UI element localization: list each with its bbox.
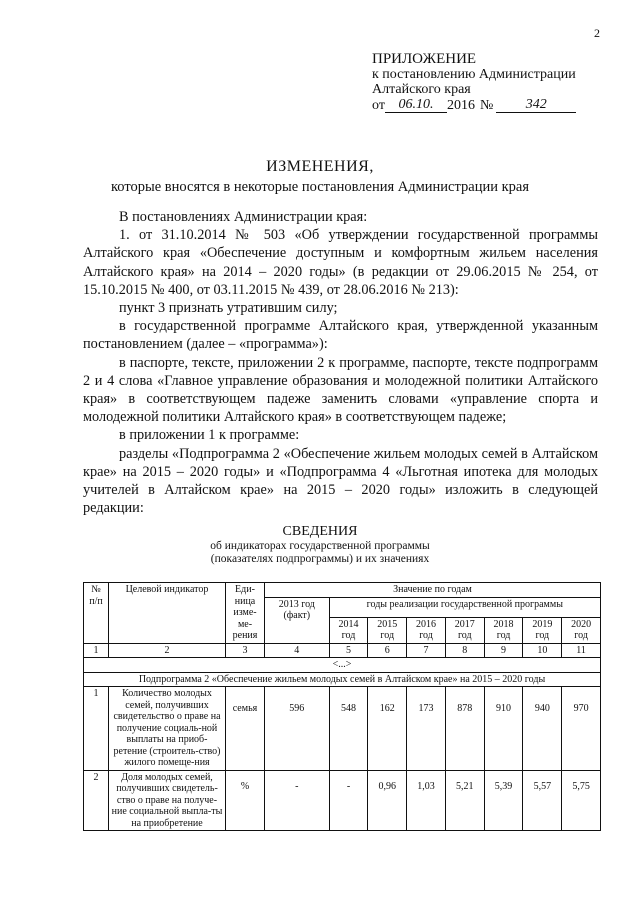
column-number: 2	[109, 643, 226, 658]
table-row	[84, 770, 601, 831]
svedenia-heading	[0, 524, 640, 566]
appendix-block	[372, 52, 602, 113]
row-value: 0,96	[368, 770, 407, 831]
date-year: 2016	[446, 98, 475, 113]
row-indicator: Доля молодых семей, получивших свидетель-ство о праве на получе-ние социальной выпла-ты на приобретение	[109, 770, 226, 831]
row-value: 970	[562, 687, 601, 771]
column-number-row	[84, 643, 601, 658]
header-year: 2019 год	[523, 617, 562, 643]
section-title: Подпрограмма 2 «Обеспечение жильем молодых семей в Алтайском крае» на 2015 – 2020 годы	[84, 672, 601, 687]
paragraph: разделы «Подпрограмма 2 «Обеспечение жильем молодых семей в Алтайском крае» на 2015 – 2020 годы» и «Подпрограмма 4 «Льготная ипотека для молодых учителей в Алтайском крае» на 2015 – 2020 годы» изложить в следующей редакции:	[83, 445, 598, 517]
appendix-title: ПРИЛОЖЕНИЕ	[372, 51, 477, 67]
paragraph: В постановлениях Администрации края:	[119, 209, 368, 225]
ellipsis: <...>	[84, 658, 601, 673]
row-value: 5,21	[445, 770, 484, 831]
header-program-years: годы реализации государственной программы	[329, 597, 600, 617]
row-value: 5,39	[484, 770, 523, 831]
header-num: № п/п	[84, 583, 109, 644]
row-value: 5,57	[523, 770, 562, 831]
document-subtitle: которые вносятся в некоторые постановления Администрации края	[110, 179, 529, 195]
paragraph: в паспорте, тексте, приложении 2 к программе, паспорте, тексте подпрограмм 2 и 4 слова «Главное управление образования и молодежной политики Алтайского края» в соответствующем падеже заменить словами «управление спорта и молодежной политики Алтайского края» в соответствующем падеже;	[83, 354, 598, 426]
appendix-date-line	[372, 97, 602, 113]
header-values: Значение по годам	[265, 583, 601, 598]
title-block	[0, 158, 640, 196]
column-number: 6	[368, 643, 407, 658]
header-year: 2014 год	[329, 617, 368, 643]
row-value: -	[329, 770, 368, 831]
header-year: 2020 год	[562, 617, 601, 643]
row-value: 596	[265, 687, 330, 771]
column-number: 9	[484, 643, 523, 658]
decree-number: 342	[496, 97, 576, 113]
row-value: 940	[523, 687, 562, 771]
svedenia-title: СВЕДЕНИЯ	[282, 524, 358, 539]
section-row	[84, 672, 601, 687]
table-header-row	[84, 583, 601, 598]
column-number: 8	[445, 643, 484, 658]
row-unit: %	[226, 770, 265, 831]
row-value: 162	[368, 687, 407, 771]
page-number: 2	[594, 26, 600, 40]
header-base-year: 2013 год (факт)	[265, 597, 330, 643]
row-num: 1	[84, 687, 109, 771]
row-value: 910	[484, 687, 523, 771]
row-value: 173	[407, 687, 446, 771]
row-num: 2	[84, 770, 109, 831]
column-number: 4	[265, 643, 330, 658]
date-day: 06.10.	[385, 97, 447, 113]
row-value: 548	[329, 687, 368, 771]
paragraph: 1. от 31.10.2014 № 503 «Об утверждении государственной программы Алтайского края «Обеспечение доступным и комфортным жильем населения Алтайского края» на 2014 – 2020 годы» (в редакции от 29.06.2015 № 254, от 15.10.2015 № 400, от 03.11.2015 № 439, от 28.06.2016 № 213):	[83, 227, 598, 298]
header-year: 2016 год	[407, 617, 446, 643]
column-number: 7	[407, 643, 446, 658]
row-value: 1,03	[407, 770, 446, 831]
row-unit: семья	[226, 687, 265, 771]
column-number: 10	[523, 643, 562, 658]
ellipsis-row	[84, 658, 601, 673]
column-number: 3	[226, 643, 265, 658]
paragraph: в приложении 1 к программе:	[119, 427, 300, 444]
from-label: от	[372, 98, 385, 113]
paragraph: в государственной программе Алтайского края, утвержденной указанным постановлением (далее – «программа»):	[83, 318, 598, 353]
header-unit: Еди-ница изме-ме-рения	[226, 583, 265, 644]
svedenia-line-1: об индикаторах государственной программы	[210, 540, 430, 552]
column-number: 11	[562, 643, 601, 658]
document-title: ИЗМЕНЕНИЯ,	[266, 158, 374, 175]
appendix-line-2: Алтайского края	[372, 82, 471, 97]
column-number: 5	[329, 643, 368, 658]
header-year: 2018 год	[484, 617, 523, 643]
header-indicator: Целевой индикатор	[109, 583, 226, 644]
body-text	[83, 208, 598, 517]
header-year: 2015 год	[368, 617, 407, 643]
header-year: 2017 год	[445, 617, 484, 643]
indicators-table	[83, 582, 601, 831]
appendix-line-1: к постановлению Администрации	[372, 67, 576, 82]
row-value: -	[265, 770, 330, 831]
column-number: 1	[84, 643, 109, 658]
table-row	[84, 687, 601, 771]
row-value: 5,75	[562, 770, 601, 831]
row-value: 878	[445, 687, 484, 771]
paragraph: пункт 3 признать утратившим силу;	[119, 300, 338, 317]
number-label: №	[479, 98, 494, 113]
svedenia-line-2: (показателях подпрограммы) и их значениях	[210, 553, 430, 565]
row-indicator: Количество молодых семей, получивших свидетельство о праве на получение социаль-ной выплаты на приоб-ретение (строитель-ство) жилого помеще-ния	[109, 687, 226, 771]
